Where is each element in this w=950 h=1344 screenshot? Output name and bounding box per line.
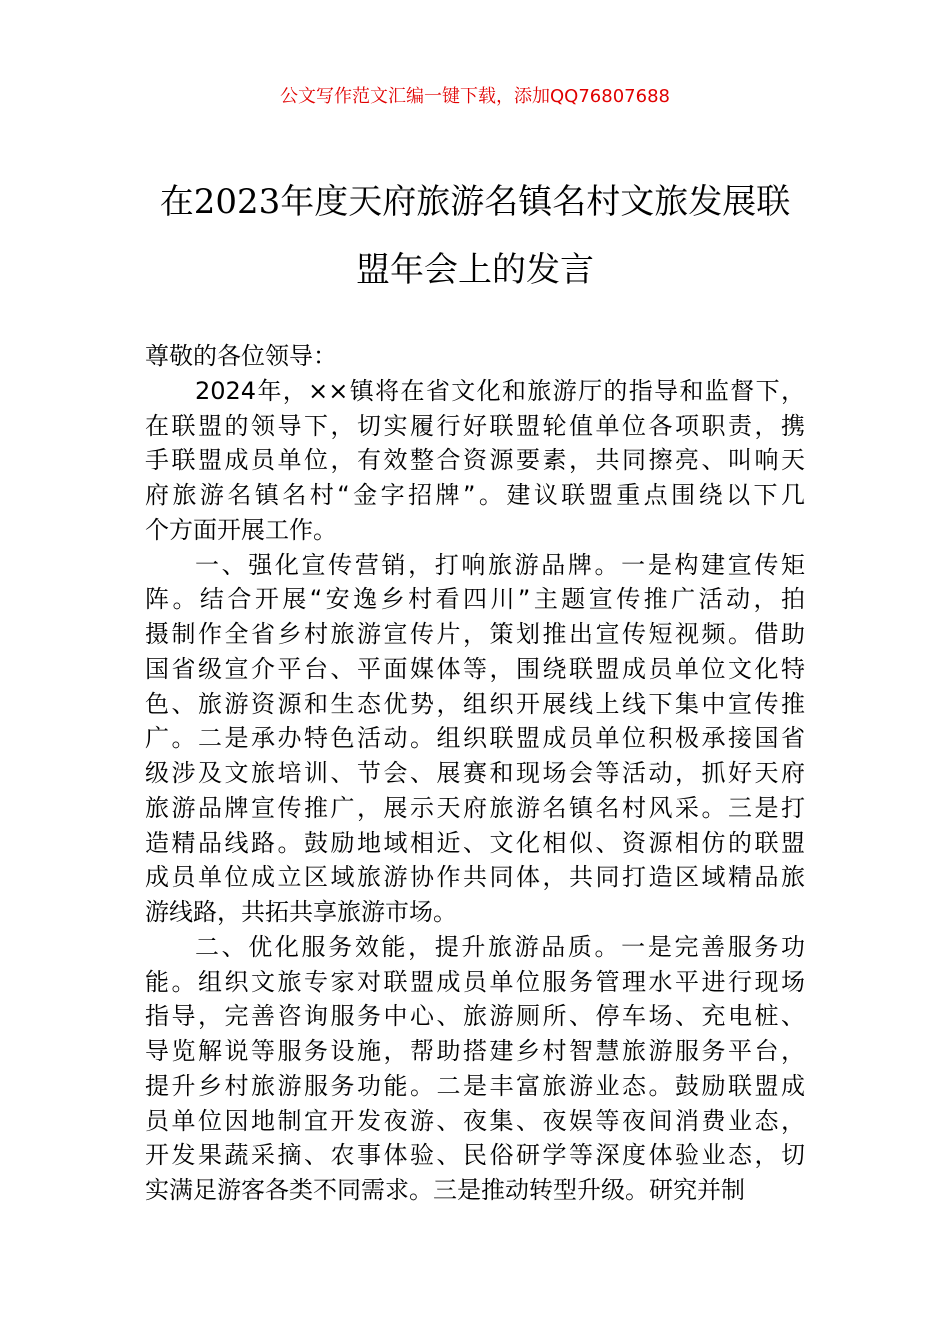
paragraph-line: 摄制作全省乡村旅游宣传片，策划推出宣传短视频。借助 [145,620,805,648]
paragraph-line: 导览解说等服务设施，帮助搭建乡村智慧旅游服务平台， [145,1037,805,1065]
paragraph-line: 能。组织文旅专家对联盟成员单位服务管理水平进行现场 [145,967,805,996]
paragraph-line: 游线路，共拓共享旅游市场。 [145,898,457,926]
paragraph-line: 个方面开展工作。 [145,515,337,544]
paragraph-line: 成员单位成立区域旅游协作共同体，共同打造区域精品旅 [145,863,805,892]
salutation: 尊敬的各位领导： [145,342,337,370]
paragraph-line: 府旅游名镇名村“金字招牌”。建议联盟重点围绕以下几 [145,481,805,509]
document-body [145,339,805,1208]
paragraph-line: 国省级宣介平台、平面媒体等，围绕联盟成员单位文化特 [145,654,805,683]
paragraph-line: 开发果蔬采摘、农事体验、民俗研学等深度体验业态，切 [145,1141,805,1170]
paragraph-line: 在联盟的领导下，切实履行好联盟轮值单位各项职责，携 [145,411,805,440]
title-line-2: 盟年会上的发言 [356,250,594,290]
paragraph-line: 造精品线路。鼓励地域相近、文化相似、资源相仿的联盟 [145,828,805,857]
paragraph-line: 旅游品牌宣传推广，展示天府旅游名镇名村风采。三是打 [145,793,805,822]
paragraph [145,548,805,930]
paragraph-line: 员单位因地制宜开发夜游、夜集、夜娱等夜间消费业态， [145,1106,805,1135]
document-title [130,168,820,304]
paragraph [145,374,805,548]
paragraph-line: 一、强化宣传营销，打响旅游品牌。一是构建宣传矩 [195,550,805,579]
paragraph-line: 2024年，××镇将在省文化和旅游厅的指导和监督下， [195,376,805,405]
paragraph-line: 广。二是承办特色活动。组织联盟成员单位积极承接国省 [145,724,805,753]
paragraph-line: 实满足游客各类不同需求。三是推动转型升级。研究并制 [145,1176,745,1204]
paragraph-line: 二、优化服务效能，提升旅游品质。一是完善服务功 [195,932,805,961]
paragraph-line: 指导，完善咨询服务中心、旅游厕所、停车场、充电桩、 [145,1002,805,1031]
paragraph-line: 手联盟成员单位，有效整合资源要素，共同擦亮、叫响天 [145,446,805,475]
watermark-header: 公文写作范文汇编一键下载，添加QQ76807688 [280,86,670,107]
paragraph-line: 色、旅游资源和生态优势，组织开展线上线下集中宣传推 [145,689,805,718]
paragraph [145,930,805,1208]
title-line-1: 在2023年度天府旅游名镇名村文旅发展联 [159,182,791,222]
paragraph-line: 级涉及文旅培训、节会、展赛和现场会等活动，抓好天府 [145,759,805,787]
paragraph-line: 提升乡村旅游服务功能。二是丰富旅游业态。鼓励联盟成 [145,1071,805,1100]
paragraph-line: 阵。结合开展“安逸乡村看四川”主题宣传推广活动，拍 [145,585,805,614]
